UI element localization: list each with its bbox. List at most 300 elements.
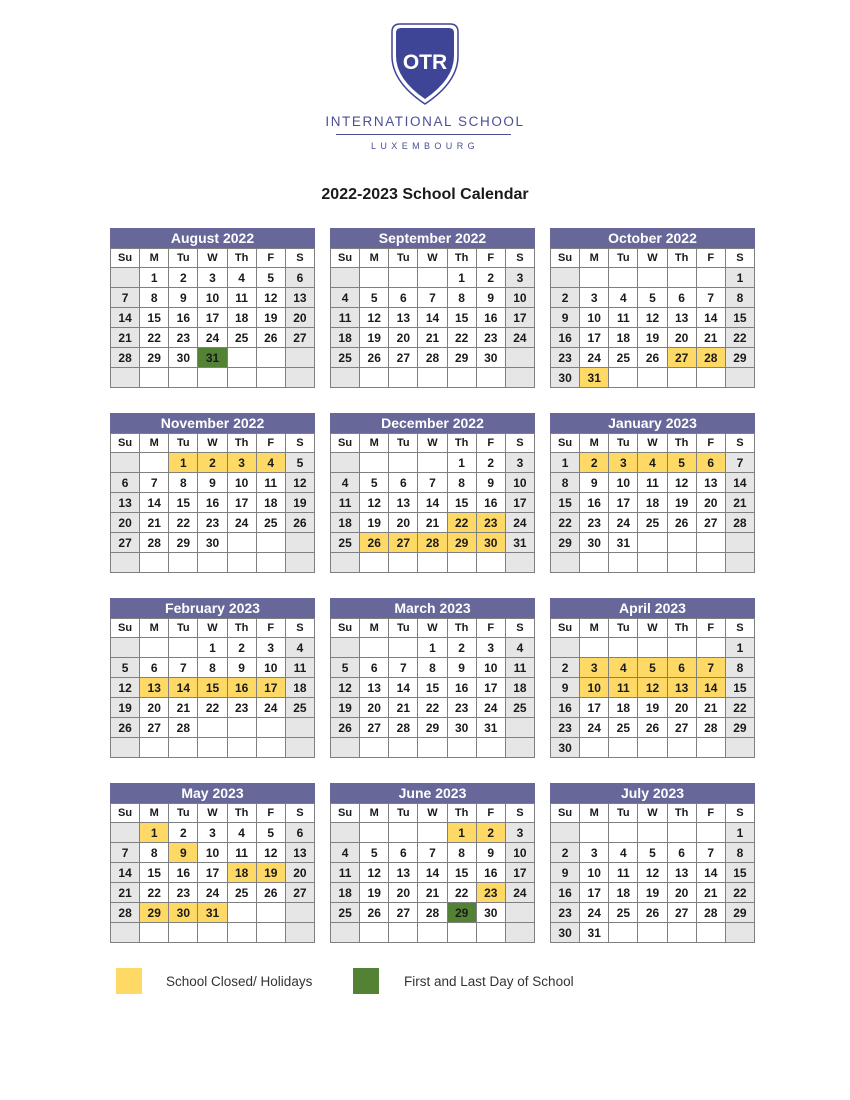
empty-day-cell bbox=[667, 738, 696, 758]
empty-day-cell bbox=[285, 738, 314, 758]
weekday-header: Su bbox=[331, 434, 360, 453]
day-cell: 11 bbox=[256, 473, 285, 493]
day-cell: 22 bbox=[169, 513, 198, 533]
day-cell: 15 bbox=[447, 308, 476, 328]
empty-day-cell bbox=[580, 738, 609, 758]
empty-day-cell bbox=[198, 718, 227, 738]
day-cell: 18 bbox=[609, 698, 638, 718]
day-cell: 31 bbox=[476, 718, 505, 738]
day-cell: 6 bbox=[696, 453, 725, 473]
weekday-header: W bbox=[198, 619, 227, 638]
day-cell: 29 bbox=[169, 533, 198, 553]
day-cell: 30 bbox=[476, 348, 505, 368]
week-row bbox=[551, 718, 755, 738]
month-title: January 2023 bbox=[550, 413, 755, 433]
day-cell: 18 bbox=[285, 678, 314, 698]
day-cell: 3 bbox=[505, 453, 534, 473]
day-cell: 12 bbox=[638, 863, 667, 883]
empty-day-cell bbox=[169, 738, 198, 758]
weekday-header: Th bbox=[227, 434, 256, 453]
day-cell: 20 bbox=[696, 493, 725, 513]
day-cell: 7 bbox=[418, 843, 447, 863]
weekday-header: M bbox=[140, 804, 169, 823]
day-cell: 16 bbox=[227, 678, 256, 698]
empty-day-cell bbox=[198, 368, 227, 388]
empty-day-cell bbox=[418, 553, 447, 573]
week-row bbox=[331, 308, 535, 328]
day-cell: 17 bbox=[505, 863, 534, 883]
day-cell: 25 bbox=[609, 718, 638, 738]
empty-day-cell bbox=[285, 348, 314, 368]
day-cell: 26 bbox=[256, 883, 285, 903]
empty-day-cell bbox=[505, 368, 534, 388]
day-cell: 13 bbox=[140, 678, 169, 698]
empty-day-cell bbox=[140, 453, 169, 473]
week-row bbox=[331, 368, 535, 388]
day-cell: 31 bbox=[198, 903, 227, 923]
day-cell: 8 bbox=[447, 288, 476, 308]
legend-holiday-swatch bbox=[116, 968, 142, 994]
empty-day-cell bbox=[111, 553, 140, 573]
day-cell: 9 bbox=[169, 288, 198, 308]
day-cell: 27 bbox=[389, 903, 418, 923]
day-cell: 4 bbox=[331, 473, 360, 493]
week-row bbox=[111, 823, 315, 843]
day-cell: 8 bbox=[447, 473, 476, 493]
empty-day-cell bbox=[609, 368, 638, 388]
day-cell: 10 bbox=[227, 473, 256, 493]
empty-day-cell bbox=[638, 368, 667, 388]
week-row bbox=[111, 493, 315, 513]
month-calendar bbox=[550, 783, 755, 943]
day-cell: 10 bbox=[580, 308, 609, 328]
day-cell: 26 bbox=[360, 348, 389, 368]
day-cell: 27 bbox=[667, 348, 696, 368]
week-row bbox=[551, 328, 755, 348]
empty-day-cell bbox=[285, 903, 314, 923]
empty-day-cell bbox=[331, 823, 360, 843]
day-cell: 15 bbox=[447, 863, 476, 883]
day-cell: 15 bbox=[725, 678, 754, 698]
day-cell: 28 bbox=[418, 348, 447, 368]
month-title: July 2023 bbox=[550, 783, 755, 803]
day-cell: 30 bbox=[580, 533, 609, 553]
day-cell: 8 bbox=[725, 288, 754, 308]
day-cell: 22 bbox=[725, 328, 754, 348]
day-cell: 24 bbox=[505, 883, 534, 903]
empty-day-cell bbox=[111, 823, 140, 843]
week-row bbox=[111, 698, 315, 718]
week-row bbox=[551, 308, 755, 328]
day-cell: 29 bbox=[447, 533, 476, 553]
day-cell: 25 bbox=[638, 513, 667, 533]
weekday-header: M bbox=[360, 434, 389, 453]
empty-day-cell bbox=[638, 738, 667, 758]
empty-day-cell bbox=[667, 368, 696, 388]
day-cell: 5 bbox=[256, 268, 285, 288]
weekday-header: Su bbox=[551, 434, 580, 453]
weekday-header: W bbox=[418, 804, 447, 823]
day-cell: 2 bbox=[476, 823, 505, 843]
day-cell: 25 bbox=[227, 883, 256, 903]
day-cell: 5 bbox=[638, 843, 667, 863]
day-cell: 23 bbox=[169, 328, 198, 348]
empty-day-cell bbox=[418, 823, 447, 843]
day-cell: 2 bbox=[551, 843, 580, 863]
month-title: February 2023 bbox=[110, 598, 315, 618]
month-table bbox=[330, 248, 535, 388]
day-cell: 10 bbox=[505, 288, 534, 308]
weekday-header: F bbox=[476, 434, 505, 453]
weekday-header: Tu bbox=[609, 804, 638, 823]
empty-day-cell bbox=[696, 823, 725, 843]
day-cell: 1 bbox=[447, 823, 476, 843]
empty-day-cell bbox=[169, 638, 198, 658]
day-cell: 2 bbox=[227, 638, 256, 658]
empty-day-cell bbox=[476, 368, 505, 388]
day-cell: 19 bbox=[360, 328, 389, 348]
weekday-header: S bbox=[285, 619, 314, 638]
school-city: LUXEMBOURG bbox=[370, 141, 479, 151]
week-row bbox=[111, 553, 315, 573]
weekday-header-row bbox=[111, 249, 315, 268]
day-cell: 10 bbox=[609, 473, 638, 493]
day-cell: 22 bbox=[198, 698, 227, 718]
weekday-header: Su bbox=[111, 249, 140, 268]
day-cell: 24 bbox=[580, 718, 609, 738]
day-cell: 12 bbox=[256, 288, 285, 308]
empty-day-cell bbox=[389, 638, 418, 658]
weekday-header: Su bbox=[331, 249, 360, 268]
day-cell: 6 bbox=[285, 268, 314, 288]
day-cell: 24 bbox=[256, 698, 285, 718]
weekday-header: Th bbox=[667, 249, 696, 268]
day-cell: 13 bbox=[285, 288, 314, 308]
day-cell: 20 bbox=[285, 308, 314, 328]
day-cell: 22 bbox=[418, 698, 447, 718]
day-cell: 3 bbox=[505, 268, 534, 288]
day-cell: 30 bbox=[476, 533, 505, 553]
day-cell: 6 bbox=[389, 473, 418, 493]
weekday-header: Tu bbox=[169, 249, 198, 268]
empty-day-cell bbox=[227, 718, 256, 738]
day-cell: 3 bbox=[580, 843, 609, 863]
empty-day-cell bbox=[389, 453, 418, 473]
page-title: 2022-2023 School Calendar bbox=[321, 186, 529, 203]
weekday-header: Th bbox=[447, 249, 476, 268]
day-cell: 8 bbox=[140, 288, 169, 308]
month-table bbox=[330, 618, 535, 758]
month-table bbox=[550, 618, 755, 758]
day-cell: 23 bbox=[551, 903, 580, 923]
weekday-header: W bbox=[638, 619, 667, 638]
empty-day-cell bbox=[389, 738, 418, 758]
day-cell: 2 bbox=[580, 453, 609, 473]
empty-day-cell bbox=[256, 533, 285, 553]
week-row bbox=[331, 698, 535, 718]
day-cell: 6 bbox=[389, 843, 418, 863]
week-row bbox=[331, 923, 535, 943]
week-row bbox=[331, 883, 535, 903]
weekday-header: S bbox=[725, 249, 754, 268]
month-table bbox=[550, 248, 755, 388]
weekday-header: F bbox=[476, 804, 505, 823]
day-cell: 17 bbox=[476, 678, 505, 698]
empty-day-cell bbox=[198, 553, 227, 573]
day-cell: 2 bbox=[169, 268, 198, 288]
day-cell: 14 bbox=[696, 863, 725, 883]
empty-day-cell bbox=[476, 553, 505, 573]
empty-day-cell bbox=[609, 738, 638, 758]
empty-day-cell bbox=[331, 923, 360, 943]
day-cell: 24 bbox=[476, 698, 505, 718]
day-cell: 17 bbox=[580, 698, 609, 718]
week-row bbox=[331, 863, 535, 883]
day-cell: 11 bbox=[609, 678, 638, 698]
week-row bbox=[111, 718, 315, 738]
month-calendar bbox=[330, 783, 535, 943]
day-cell: 12 bbox=[638, 308, 667, 328]
week-row bbox=[551, 658, 755, 678]
day-cell: 26 bbox=[360, 533, 389, 553]
day-cell: 2 bbox=[476, 268, 505, 288]
day-cell: 4 bbox=[609, 288, 638, 308]
week-row bbox=[111, 328, 315, 348]
day-cell: 6 bbox=[360, 658, 389, 678]
day-cell: 30 bbox=[169, 348, 198, 368]
day-cell: 11 bbox=[505, 658, 534, 678]
day-cell: 24 bbox=[198, 328, 227, 348]
empty-day-cell bbox=[389, 268, 418, 288]
day-cell: 13 bbox=[696, 473, 725, 493]
weekday-header: F bbox=[696, 249, 725, 268]
day-cell: 31 bbox=[580, 923, 609, 943]
school-name: INTERNATIONAL SCHOOL bbox=[325, 114, 525, 129]
month-calendar bbox=[330, 413, 535, 573]
day-cell: 22 bbox=[725, 698, 754, 718]
day-cell: 19 bbox=[111, 698, 140, 718]
week-row bbox=[111, 288, 315, 308]
empty-day-cell bbox=[198, 738, 227, 758]
weekday-header: Tu bbox=[169, 804, 198, 823]
week-row bbox=[111, 638, 315, 658]
weekday-header: S bbox=[725, 804, 754, 823]
week-row bbox=[331, 823, 535, 843]
empty-day-cell bbox=[476, 923, 505, 943]
day-cell: 11 bbox=[285, 658, 314, 678]
day-cell: 11 bbox=[609, 308, 638, 328]
day-cell: 14 bbox=[418, 308, 447, 328]
day-cell: 18 bbox=[638, 493, 667, 513]
empty-day-cell bbox=[140, 738, 169, 758]
day-cell: 17 bbox=[256, 678, 285, 698]
day-cell: 10 bbox=[256, 658, 285, 678]
day-cell: 19 bbox=[285, 493, 314, 513]
day-cell: 29 bbox=[447, 348, 476, 368]
empty-day-cell bbox=[285, 533, 314, 553]
week-row bbox=[331, 288, 535, 308]
week-row bbox=[331, 738, 535, 758]
day-cell: 24 bbox=[227, 513, 256, 533]
month-table bbox=[330, 803, 535, 943]
empty-day-cell bbox=[725, 533, 754, 553]
day-cell: 6 bbox=[667, 658, 696, 678]
day-cell: 29 bbox=[725, 718, 754, 738]
day-cell: 15 bbox=[140, 308, 169, 328]
empty-day-cell bbox=[505, 923, 534, 943]
day-cell: 11 bbox=[638, 473, 667, 493]
day-cell: 16 bbox=[169, 863, 198, 883]
day-cell: 10 bbox=[476, 658, 505, 678]
day-cell: 25 bbox=[505, 698, 534, 718]
day-cell: 10 bbox=[198, 843, 227, 863]
month-calendar bbox=[330, 598, 535, 758]
week-row bbox=[331, 453, 535, 473]
month-calendar bbox=[110, 783, 315, 943]
month-title: September 2022 bbox=[330, 228, 535, 248]
day-cell: 14 bbox=[418, 493, 447, 513]
day-cell: 24 bbox=[609, 513, 638, 533]
day-cell: 5 bbox=[638, 288, 667, 308]
day-cell: 17 bbox=[580, 328, 609, 348]
day-cell: 28 bbox=[389, 718, 418, 738]
week-row bbox=[331, 553, 535, 573]
empty-day-cell bbox=[638, 553, 667, 573]
day-cell: 18 bbox=[331, 328, 360, 348]
weekday-header: S bbox=[725, 434, 754, 453]
day-cell: 14 bbox=[169, 678, 198, 698]
day-cell: 13 bbox=[389, 863, 418, 883]
day-cell: 15 bbox=[140, 863, 169, 883]
empty-day-cell bbox=[360, 368, 389, 388]
empty-day-cell bbox=[360, 453, 389, 473]
day-cell: 13 bbox=[667, 678, 696, 698]
month-table bbox=[330, 433, 535, 573]
day-cell: 3 bbox=[609, 453, 638, 473]
empty-day-cell bbox=[331, 453, 360, 473]
empty-day-cell bbox=[360, 268, 389, 288]
weekday-header: Tu bbox=[169, 434, 198, 453]
day-cell: 29 bbox=[447, 903, 476, 923]
week-row bbox=[551, 883, 755, 903]
empty-day-cell bbox=[418, 923, 447, 943]
month-calendar bbox=[550, 413, 755, 573]
day-cell: 17 bbox=[198, 863, 227, 883]
day-cell: 28 bbox=[725, 513, 754, 533]
empty-day-cell bbox=[389, 368, 418, 388]
day-cell: 30 bbox=[198, 533, 227, 553]
empty-day-cell bbox=[447, 738, 476, 758]
day-cell: 1 bbox=[725, 268, 754, 288]
empty-day-cell bbox=[256, 368, 285, 388]
day-cell: 13 bbox=[360, 678, 389, 698]
week-row bbox=[111, 348, 315, 368]
day-cell: 27 bbox=[667, 718, 696, 738]
day-cell: 12 bbox=[667, 473, 696, 493]
day-cell: 20 bbox=[285, 863, 314, 883]
logo-divider bbox=[336, 134, 511, 135]
day-cell: 22 bbox=[725, 883, 754, 903]
school-logo bbox=[300, 22, 550, 157]
week-row bbox=[331, 678, 535, 698]
day-cell: 21 bbox=[111, 328, 140, 348]
week-row bbox=[551, 738, 755, 758]
day-cell: 22 bbox=[447, 513, 476, 533]
week-row bbox=[111, 903, 315, 923]
empty-day-cell bbox=[447, 368, 476, 388]
day-cell: 30 bbox=[476, 903, 505, 923]
week-row bbox=[551, 533, 755, 553]
day-cell: 16 bbox=[476, 308, 505, 328]
day-cell: 19 bbox=[638, 883, 667, 903]
weekday-header: Tu bbox=[169, 619, 198, 638]
day-cell: 5 bbox=[638, 658, 667, 678]
week-row bbox=[331, 268, 535, 288]
day-cell: 1 bbox=[140, 823, 169, 843]
week-row bbox=[111, 308, 315, 328]
weekday-header: S bbox=[505, 619, 534, 638]
empty-day-cell bbox=[638, 923, 667, 943]
day-cell: 4 bbox=[609, 843, 638, 863]
empty-day-cell bbox=[505, 348, 534, 368]
week-row bbox=[551, 638, 755, 658]
empty-day-cell bbox=[256, 718, 285, 738]
week-row bbox=[331, 638, 535, 658]
month-table bbox=[110, 248, 315, 388]
day-cell: 26 bbox=[360, 903, 389, 923]
empty-day-cell bbox=[696, 923, 725, 943]
day-cell: 26 bbox=[331, 718, 360, 738]
empty-day-cell bbox=[169, 368, 198, 388]
month-calendar bbox=[110, 228, 315, 388]
day-cell: 7 bbox=[696, 288, 725, 308]
empty-day-cell bbox=[609, 638, 638, 658]
day-cell: 9 bbox=[476, 288, 505, 308]
day-cell: 20 bbox=[140, 698, 169, 718]
weekday-header: Tu bbox=[609, 249, 638, 268]
weekday-header: M bbox=[580, 619, 609, 638]
month-title: November 2022 bbox=[110, 413, 315, 433]
weekday-header: S bbox=[505, 249, 534, 268]
day-cell: 2 bbox=[551, 288, 580, 308]
day-cell: 3 bbox=[198, 823, 227, 843]
day-cell: 11 bbox=[227, 288, 256, 308]
day-cell: 19 bbox=[331, 698, 360, 718]
day-cell: 7 bbox=[111, 288, 140, 308]
day-cell: 21 bbox=[696, 698, 725, 718]
day-cell: 13 bbox=[111, 493, 140, 513]
weekday-header: Th bbox=[227, 804, 256, 823]
day-cell: 7 bbox=[140, 473, 169, 493]
day-cell: 4 bbox=[285, 638, 314, 658]
day-cell: 16 bbox=[551, 883, 580, 903]
empty-day-cell bbox=[505, 553, 534, 573]
weekday-header: Tu bbox=[609, 434, 638, 453]
day-cell: 18 bbox=[227, 308, 256, 328]
day-cell: 7 bbox=[169, 658, 198, 678]
weekday-header: Su bbox=[331, 804, 360, 823]
weekday-header: W bbox=[638, 804, 667, 823]
day-cell: 30 bbox=[551, 738, 580, 758]
day-cell: 9 bbox=[169, 843, 198, 863]
day-cell: 6 bbox=[667, 843, 696, 863]
day-cell: 3 bbox=[580, 288, 609, 308]
day-cell: 30 bbox=[169, 903, 198, 923]
empty-day-cell bbox=[696, 553, 725, 573]
day-cell: 7 bbox=[389, 658, 418, 678]
day-cell: 17 bbox=[227, 493, 256, 513]
empty-day-cell bbox=[389, 553, 418, 573]
